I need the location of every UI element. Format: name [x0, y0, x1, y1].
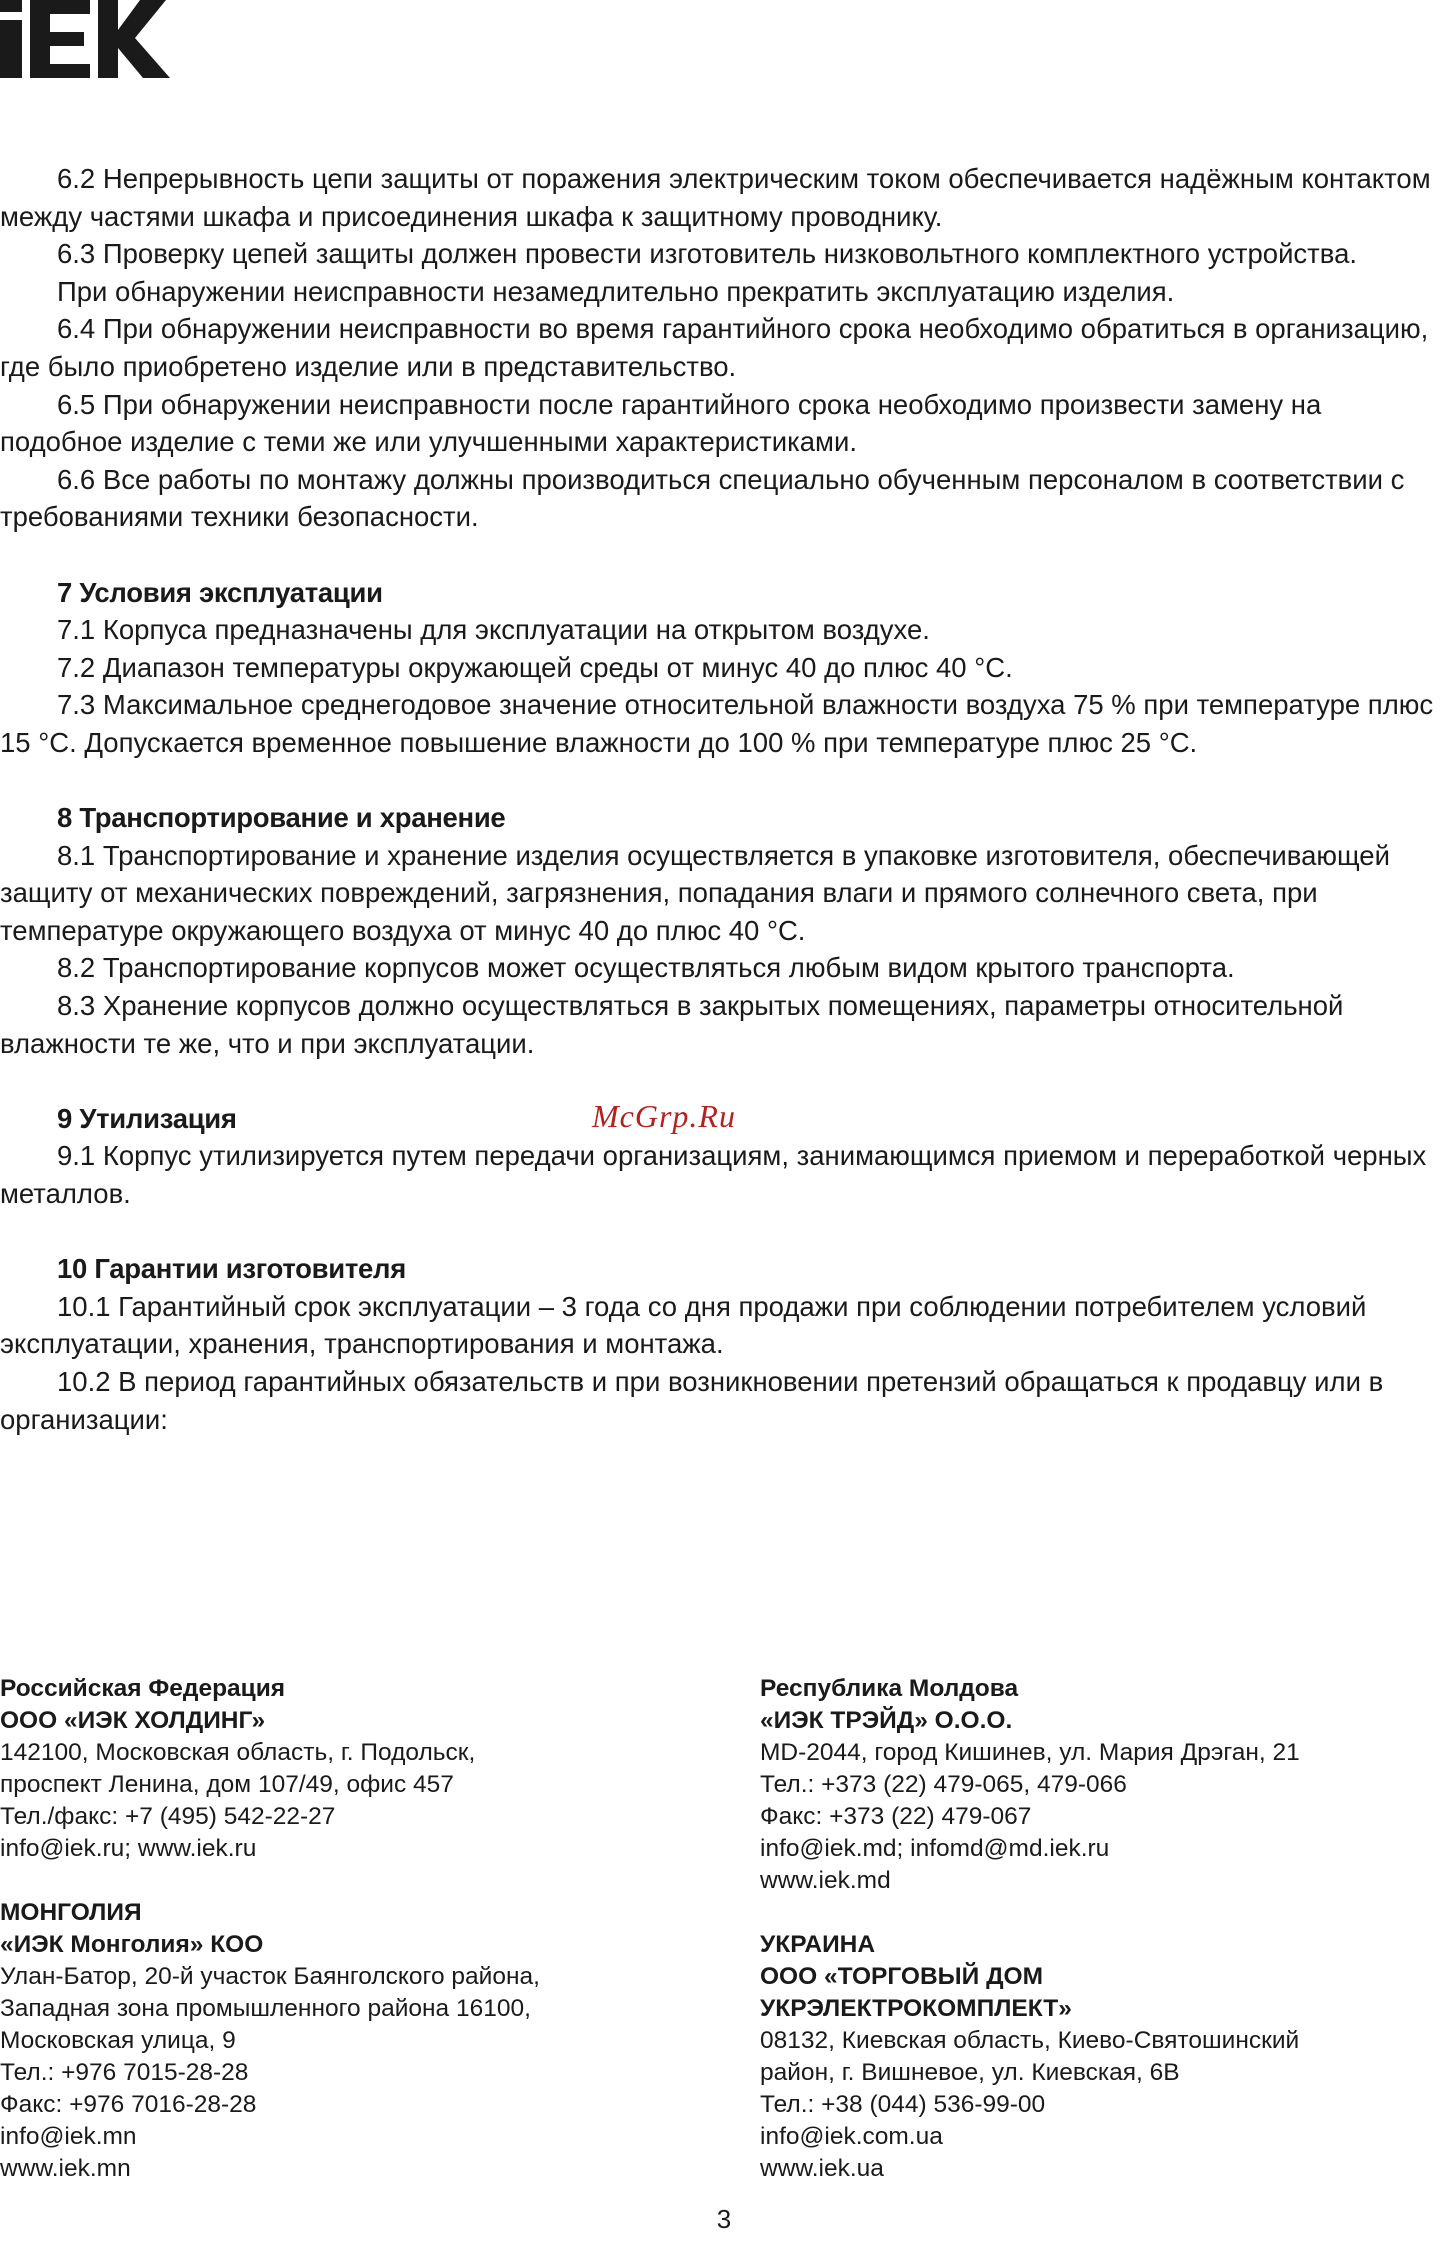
contact-line: Московская улица, 9 — [0, 2027, 236, 2054]
contact-line: 08132, Киевская область, Киево-Святошинский — [760, 2027, 1300, 2054]
paragraph: 6.4 При обнаружении неисправности во время гарантийного срока необходимо обратиться в организацию, где было приобретено изделие или в представительство. — [0, 313, 1429, 382]
contact-line: Факс: +976 7016-28-28 — [0, 2091, 257, 2118]
block-spacer — [760, 1897, 1440, 1929]
contact-line: Тел./факс: +7 (495) 542-22-27 — [0, 1803, 336, 1830]
paragraph: При обнаружении неисправности незамедлительно прекратить эксплуатацию изделия. — [57, 275, 1175, 307]
paragraph: 6.5 При обнаружении неисправности после гарантийного срока необходимо произвести замену на подобное изделие с теми же или улучшенными характеристиками. — [0, 388, 1322, 458]
contact-line: район, г. Вишневое, ул. Киевская, 6В — [760, 2059, 1180, 2086]
contact-line: www.iek.md — [760, 1867, 891, 1894]
watermark: McGrp.Ru — [592, 1098, 736, 1134]
contact-line: www.iek.ua — [760, 2155, 884, 2182]
contact-line: Тел.: +373 (22) 479-065, 479-066 — [760, 1771, 1127, 1798]
contact-line: info@iek.com.ua — [760, 2123, 943, 2150]
contact-org-name: УКРАИНА — [760, 1931, 876, 1958]
contact-line: Тел.: +38 (044) 536-99-00 — [760, 2091, 1046, 2118]
contact-line: Тел.: +976 7015-28-28 — [0, 2059, 249, 2086]
block-spacer — [0, 1865, 680, 1897]
section-heading: 8 Транспортирование и хранение — [57, 802, 506, 834]
section-heading: 10 Гарантии изготовителя — [57, 1253, 406, 1285]
contact-line: info@iek.mn — [0, 2123, 137, 2150]
paragraph: 6.2 Непрерывность цепи защиты от поражения электрическим током обеспечивается надёжным контактом между частями шкафа и присоединения шкафа к защитному проводнику. — [0, 163, 1431, 232]
contact-block — [0, 1673, 680, 1865]
contact-line: Факс: +373 (22) 479-067 — [760, 1803, 1032, 1830]
section-heading: 9 Утилизация — [57, 1102, 237, 1134]
contact-line: Улан-Батор, 20-й участок Баянголского района, — [0, 1963, 540, 1990]
iek-logo — [0, 0, 170, 80]
contact-block — [0, 1897, 680, 2185]
contact-org-name: ООО «ИЭК ХОЛДИНГ» — [0, 1707, 266, 1734]
contact-org-name: Российская Федерация — [0, 1675, 286, 1702]
paragraph: 7.1 Корпуса предназначены для эксплуатации на открытом воздухе. — [57, 614, 930, 646]
contact-line: Западная зона промышленного района 16100, — [0, 1995, 531, 2022]
contact-line: info@iek.md; infomd@md.iek.ru — [760, 1835, 1110, 1862]
paragraph: 6.6 Все работы по монтажу должны производиться специально обученным персоналом в соответствии с требованиями техники безопасности. — [0, 463, 1405, 533]
paragraph: 6.3 Проверку цепей защиты должен провести изготовитель низковольтного комплектного устройства. — [57, 238, 1358, 270]
paragraph: 9.1 Корпус утилизируется путем передачи организациям, занимающимся приемом и переработкой черных металлов. — [0, 1140, 1427, 1210]
page-number: 3 — [716, 2204, 732, 2234]
paragraph: 8.1 Транспортирование и хранение изделия осуществляется в упаковке изготовителя, обеспечивающей защиту от механических повреждений, загрязнения, попадания влаги и прямого солнечного света, при температуре окружающего воздуха от минус 40 до плюс 40 °С. — [0, 839, 1390, 946]
contact-org-name: Республика Молдова — [760, 1675, 1019, 1702]
contact-org-name: УКРЭЛЕКТРОКОМПЛЕКТ» — [760, 1995, 1072, 2022]
paragraph: 8.2 Транспортирование корпусов может осуществляться любым видом крытого транспорта. — [57, 952, 1235, 984]
contacts-right-column — [760, 1673, 1440, 2185]
contacts-left-column — [0, 1673, 680, 2185]
section-heading: 7 Условия эксплуатации — [57, 576, 383, 608]
contact-block — [760, 1673, 1440, 1897]
document-body — [0, 160, 1448, 1438]
paragraph: 7.2 Диапазон температуры окружающей среды от минус 40 до плюс 40 °С. — [57, 651, 1013, 683]
contact-org-name: «ИЭК Монголия» КОО — [0, 1931, 264, 1958]
paragraph: 10.2 В период гарантийных обязательств и при возникновении претензий обращаться к продавцу или в организации: — [0, 1366, 1384, 1435]
contact-line: проспект Ленина, дом 107/49, офис 457 — [0, 1771, 454, 1798]
contact-line: www.iek.mn — [0, 2155, 131, 2182]
contact-org-name: ООО «ТОРГОВЫЙ ДОМ — [760, 1963, 1043, 1990]
paragraph: 7.3 Максимальное среднегодовое значение относительной влажности воздуха 75 % при температуре плюс 15 °С. Допускается временное повышение влажности до 100 % при температуре плюс 25 °С. — [0, 689, 1434, 758]
contact-line: info@iek.ru; www.iek.ru — [0, 1835, 257, 1862]
paragraph: 10.1 Гарантийный срок эксплуатации – 3 года со дня продажи при соблюдении потребителем условий эксплуатации, хранения, транспортирования и монтажа. — [0, 1290, 1367, 1360]
contact-line: 142100, Московская область, г. Подольск, — [0, 1739, 476, 1766]
paragraph: 8.3 Хранение корпусов должно осуществляться в закрытых помещениях, параметры относительной влажности те же, что и при эксплуатации. — [0, 990, 1344, 1059]
contact-org-name: «ИЭК ТРЭЙД» О.О.О. — [760, 1707, 1013, 1734]
contact-block — [760, 1929, 1440, 2185]
contact-org-name: МОНГОЛИЯ — [0, 1899, 142, 1926]
contact-line: MD-2044, город Кишинев, ул. Мария Дрэган, 21 — [760, 1739, 1300, 1766]
